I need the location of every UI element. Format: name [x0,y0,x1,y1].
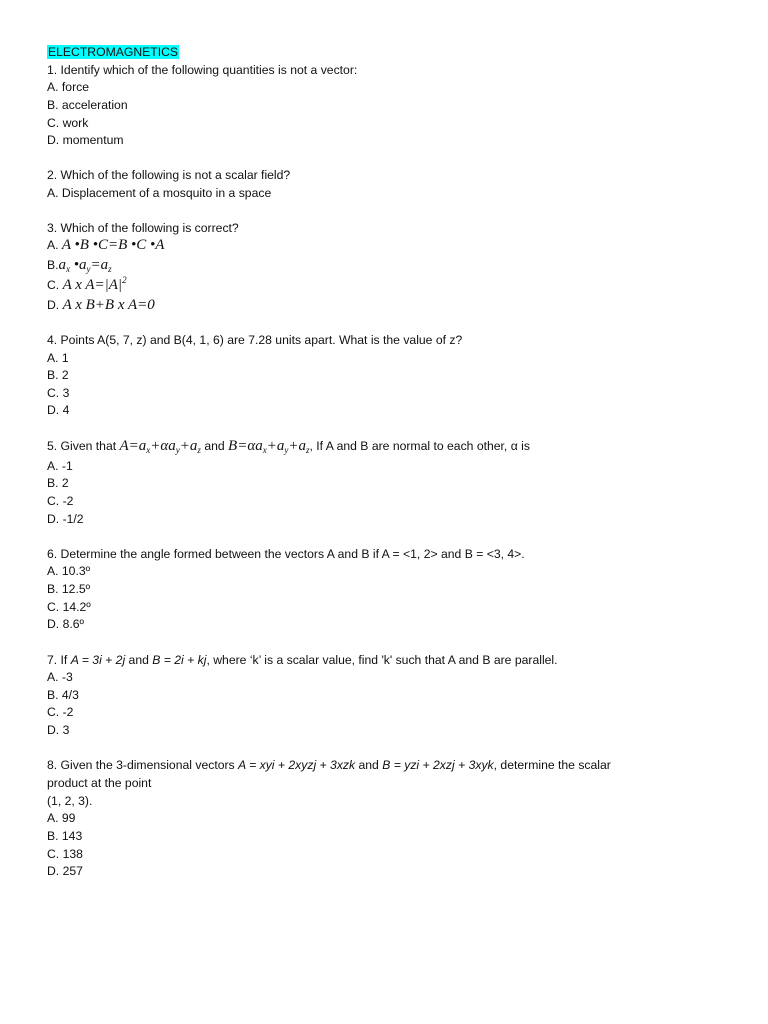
q7-option-a: A. -3 [47,670,73,684]
q5-option-c: C. -2 [47,494,74,508]
q3-option-a-label: A. [47,238,59,252]
q1-option-b: B. acceleration [47,98,128,112]
q6-option-c: C. 14.2º [47,600,91,614]
q6-option-d: D. 8.6º [47,617,84,631]
q2-option-a: A. Displacement of a mosquito in a space [47,186,272,200]
q3-option-c [47,277,127,293]
q5-expr-b: $B=\alpha a_x+a_y+a_z$ [228,438,310,455]
q8-question: 8. Given the 3-dimensional vectors A = xyi + 2xyzj + 3xzk and B = yzi + 2xzj + 3xyk, determine the scalar [47,758,611,772]
q6-question: 6. Determine the angle formed between the vectors A and B if A = <1, 2> and B = <3, 4>. [47,547,525,561]
q1-question: 1. Identify which of the following quantities is not a vector: [47,63,358,77]
q7-option-b: B. 4/3 [47,688,79,702]
q8-option-d: D. 257 [47,864,83,878]
q5-option-d: D. -1/2 [47,512,84,526]
q7-question: 7. If A = 3i + 2j and B = 2i + kj, where ‘k’ is a scalar value, find 'k' such that A and B are parallel. [47,653,558,667]
q3-option-d [47,297,155,313]
q5-option-a: A. -1 [47,459,73,473]
q4-question: 4. Points A(5, 7, z) and B(4, 1, 6) are 7.28 units apart. What is the value of z? [47,333,463,347]
q8-option-a: A. 99 [47,811,76,825]
q6-option-b: B. 12.5º [47,582,91,596]
q3-option-c-label: C. [47,278,60,292]
q6-option-a: A. 10.3º [47,564,91,578]
q2-question: 2. Which of the following is not a scalar field? [47,168,291,182]
q1-option-c: C. work [47,116,89,130]
q3-option-c-expr: A x $A=|A|^2$ [62,275,127,293]
q4-option-c: C. 3 [47,386,70,400]
q3-question: 3. Which of the following is correct? [47,221,239,235]
q8-question-line2: product at the point [47,776,152,790]
q5-expr-a: $A=a_x+\alpha a_y+a_z$ [119,438,201,455]
q8-option-b: B. 143 [47,829,83,843]
q4-option-b: B. 2 [47,368,69,382]
q3-option-a [47,237,164,253]
q7-option-c: C. -2 [47,705,74,719]
q8-option-c: C. 138 [47,847,83,861]
q3-option-b [47,257,112,273]
q1-option-d: D. momentum [47,133,124,147]
document-title: ELECTROMAGNETICS [48,45,179,59]
q3-option-b-label: B. [47,258,59,272]
q8-question-line3: (1, 2, 3). [47,794,93,808]
q1-option-a: A. force [47,80,89,94]
q3-option-b-expr: $a_x$ $•a_y=a_z$ [58,257,112,274]
q5-option-b: B. 2 [47,476,69,490]
q4-option-a: A. 1 [47,351,69,365]
q3-option-d-label: D. [47,298,60,312]
q3-option-a-expr: A •B •C=B •C •A [61,237,165,253]
q7-option-d: D. 3 [47,723,70,737]
q3-option-d-expr: A x B+B x A=0 [62,297,155,313]
q5-question: 5. Given that $A=a_x+\alpha a_y+a_z$ and $B=\alpha a_x+a_y+a_z$, If A and B are normal to each other, α is [47,438,530,455]
q4-option-d: D. 4 [47,403,70,417]
